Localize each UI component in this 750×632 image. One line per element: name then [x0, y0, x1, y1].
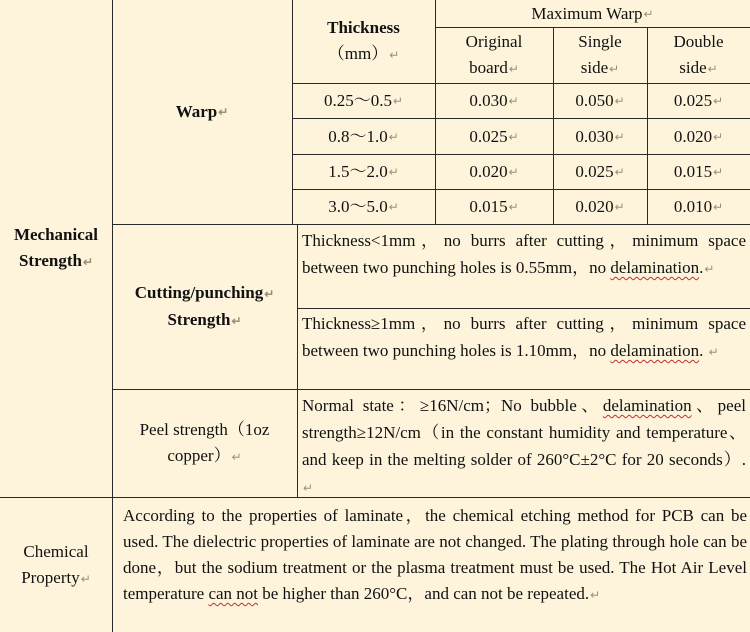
thickness-header: Thickness （mm）↵ [327, 18, 400, 63]
table-row-4-thickness: 3.0～5.0 ↵ [328, 197, 399, 216]
col-original-board: Original board↵ [465, 31, 523, 77]
peel-strength-label: Peel strength（1oz copper）↵ [139, 420, 270, 465]
cutting-text-thick: Thickness≥1mm，no burrs after cutting，minimum space between two punching holes is 1.10mm，no delamination. ↵ [302, 314, 746, 360]
cutting-text-thin: Thickness<1mm，no burrs after cutting，minimum space between two punching holes is 0.55mm，no delamination.↵ [302, 231, 746, 277]
mechanical-strength-label: Mechanical Strength↵ [13, 225, 99, 270]
table-row-4-single: 0.020 ↵ [575, 197, 625, 216]
warp-label: Warp ↵ [175, 102, 229, 121]
table-row-3-original: 0.020 ↵ [469, 162, 519, 181]
table-row-3-double: 0.015 ↵ [673, 162, 724, 181]
table-row-1-original: 0.030 ↵ [469, 91, 519, 110]
table-row-2-original: 0.025 ↵ [469, 126, 519, 146]
table-row-1-double: 0.025 ↵ [673, 91, 724, 110]
table-row-1-thickness: 0.25～0.5 ↵ [323, 91, 404, 110]
table-row-2-double: 0.020 ↵ [673, 126, 724, 146]
cutting-punching-label: Cutting/punching↵ Strength↵ [134, 283, 275, 329]
grid-line [297, 224, 298, 497]
peel-strength-text: Normal state：≥16N/cm；No bubble、delamination、peel strength≥12N/cm（in the constant humidity and temperature、and keep in the melting solder of 260°C±2°C for 20 seconds）. ↵ [302, 396, 746, 495]
grid-line [297, 308, 750, 309]
col-single-side: Single side↵ [578, 31, 622, 77]
table-row-3-single: 0.025 ↵ [575, 162, 625, 181]
table-row-2-thickness: 0.8～1.0 ↵ [328, 126, 399, 146]
table-row-3-thickness: 1.5～2.0 ↵ [328, 162, 399, 181]
table-row-2-single: 0.030 ↵ [575, 126, 625, 146]
chemical-property-text: According to the properties of laminate，the chemical etching method for PCB can be used. The dielectric properties of laminate are not changed. The plating through hole can be done，but the sodium treatment or the plasma treatment must be used. The Hot Air Level temperature can not be higher than 260°C，and can not be repeated.↵ [123, 506, 747, 603]
col-double-side: Double side↵ [673, 31, 724, 77]
table-row-1-single: 0.050 ↵ [575, 91, 625, 110]
table-row-4-original: 0.015 ↵ [469, 197, 519, 216]
table-row-4-double: 0.010 ↵ [673, 197, 724, 216]
chemical-property-label: Chemical Property↵ [21, 541, 91, 587]
maximum-warp-header: Maximum Warp ↵ [531, 3, 654, 23]
